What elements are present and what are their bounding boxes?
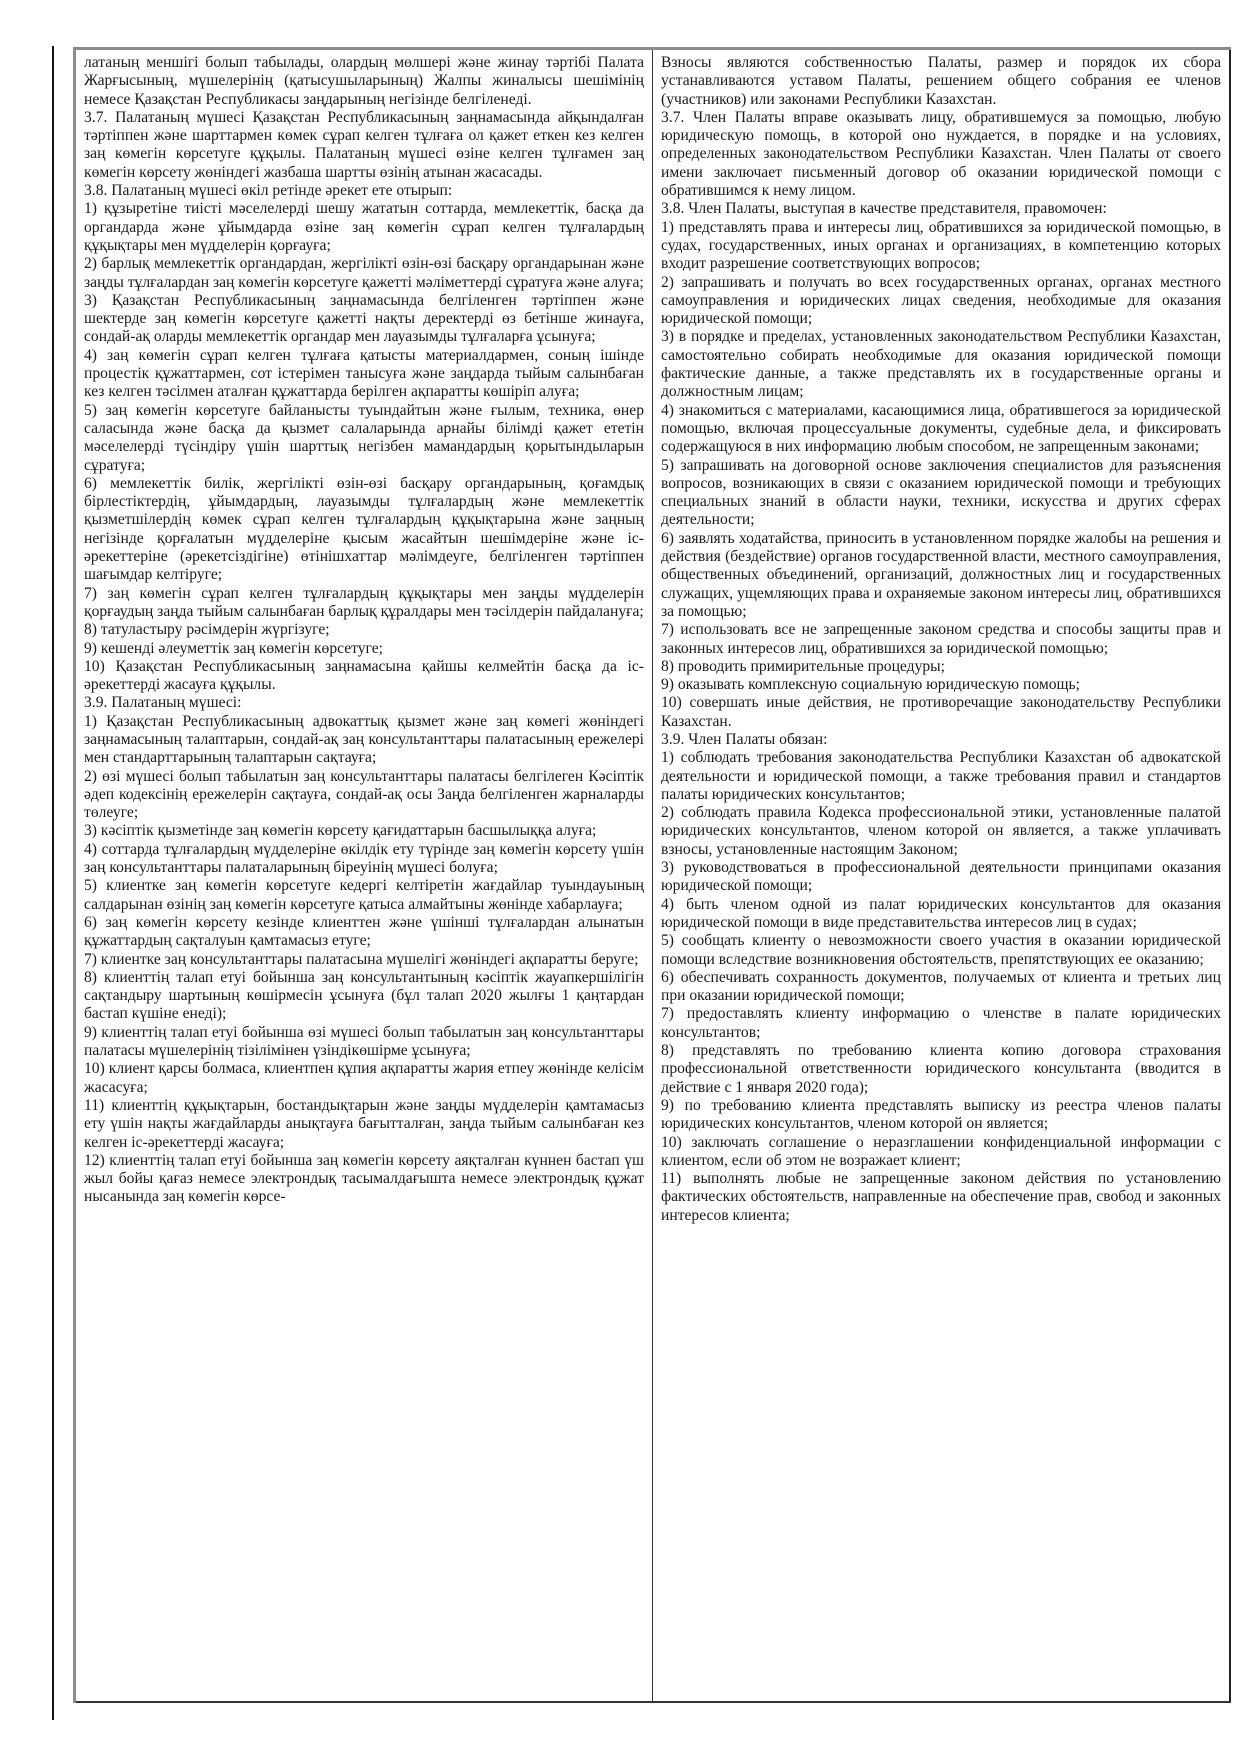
paragraph: 9) кешенді әлеуметтік заң көмегін көрсетуге; — [84, 639, 383, 657]
paragraph: 3) в порядке и пределах, установленных законодательством Республики Казахстан, самостоятельно собирать необходимые для оказания юридической помощи фактические данные, а также представлять их в государственные органы и должностным лицам; — [661, 328, 1221, 401]
paragraph: 6) заң көмегін көрсету кезінде клиенттен және үшінші тұлғалардан алынатын құжаттардың сақталуын қамтамасыз етуге; — [84, 913, 644, 950]
paragraph: 2) өзі мүшесі болып табылатын заң консультанттары палатасы белгілеген Кәсіптік әдеп кодексінің ережелерін сақтауға, сондай-ақ осы Заңда белгіленген жарналарды төлеуге; — [84, 767, 644, 822]
paragraph: 2) соблюдать правила Кодекса профессиональной этики, установленные палатой юридических консультантов, членом которой он является, а также уплачивать взносы, установленные настоящим Законом; — [661, 804, 1221, 858]
paragraph: 3) Қазақстан Республикасының заңнамасында белгіленген тәртіппен және шектерде заң көмегін көрсетуге қажетті нақты деректерді өз бетінше жинауға, сондай-ақ оларды мемлекеттік органдар мен лауазымды тұлғаларға ұсынуға; — [84, 291, 644, 346]
paragraph: 10) Қазақстан Республикасының заңнамасына қайшы келмейтін басқа да іс-әрекеттерді жасауға құқылы. — [84, 657, 644, 694]
paragraph: 10) заключать соглашение о неразглашении конфиденциальной информации с клиентом, если об этом не возражает клиент; — [661, 1133, 1221, 1169]
paragraph: 7) предоставлять клиенту информацию о членстве в палате юридических консультантов; — [661, 1005, 1221, 1041]
paragraph: 4) быть членом одной из палат юридических консультантов для оказания юридической помощи в виде представительства интересов лиц в судах; — [661, 895, 1221, 931]
paragraph: 5) сообщать клиенту о невозможности своего участия в оказании юридической помощи вследствие возникновения обстоятельств, препятствующих ее оказанию; — [661, 932, 1221, 968]
paragraph: 4) заң көмегін сұрап келген тұлғаға қатысты материалдармен, соның ішінде процестік құжаттармен, сот істерімен танысуға және заңдарда тыйым салынбаған кез келген тәсілмен аталған құжаттарда берілген ақпаратты көшіріп алуға; — [84, 346, 644, 401]
paragraph: 8) клиенттің талап етуі бойынша заң консультантының кәсіптік жауапкершілігін сақтандыру шартының көшірмесін ұсынуға (бұл талап 2020 жылғы 1 қаңтардан бастап күшіне енеді); — [84, 968, 644, 1023]
paragraph: 1) құзыретіне тиісті мәселелерді шешу жататын соттарда, мемлекеттік, басқа да органдарда және ұйымдарда өзіне заң көмегін сұрап келген тұлғалардың құқықтары мен мүдделерін қорғауға; — [84, 200, 644, 254]
table-row — [75, 49, 1231, 1703]
kazakh-column — [75, 49, 653, 1703]
paragraph: 3.7. Палатаның мүшесі Қазақстан Республикасының заңнамасында айқындалған тәртіппен және шарттармен көмек сұрап келген тұлғаға ол қажет еткен кез келген заң көмегін көрсетуге құқылы. Палатаның мүшесі өзіне келген тұлғамен заң көмегін көрсету жөніндегі жазбаша шартты өзінің атынан жасасады. — [84, 108, 644, 181]
paragraph: 1) Қазақстан Республикасының адвокаттық қызмет және заң көмегі жөніндегі заңнамасының талаптарын, сондай-ақ заң консультанттары палатасының ережелері мен стандарттарының талаптарын сақтауға; — [84, 712, 644, 767]
paragraph: 11) клиенттің құқықтарын, бостандықтарын және заңды мүдделерін қамтамасыз ету үшін нақты жағдайларды анықтауға бағытталған, заңда тыйым салынбаған кез келген іс-әрекеттерді жасауға; — [84, 1096, 644, 1151]
paragraph: 8) татуластыру рәсімдерін жүргізуге; — [84, 621, 330, 639]
paragraph: 5) заң көмегін көрсетуге байланысты туындайтын және ғылым, техника, өнер саласында және басқа да қызмет салаларында арнайы білімді қажет ететін мәселелерді түсіндіру үшін шарттық негізбен мамандардың қорытындыларын сұратуға; — [84, 401, 644, 474]
paragraph: 3.8. Палатаның мүшесі өкіл ретінде әрекет ете отырып: — [84, 182, 453, 200]
paragraph: 4) соттарда тұлғалардың мүдделеріне өкілдік ету түрінде заң көмегін көрсету үшін заң консультанттары палаталарының біреуінің мүшесі болуға; — [84, 840, 644, 877]
paragraph: 12) клиенттің талап етуі бойынша заң көмегін көрсету аяқталған күннен бастап үш жыл бойы қағаз немесе электрондық тасымалдағышта немесе электрондық құжат нысанында заң көмегін көрсе- — [84, 1151, 644, 1206]
paragraph: 6) обеспечивать сохранность документов, получаемых от клиента и третьих лиц при оказании юридической помощи; — [661, 968, 1221, 1005]
paragraph: 10) клиент қарсы болмаса, клиентпен құпия ақпаратты жария етпеу жөнінде келісім жасасуға; — [84, 1060, 644, 1096]
paragraph: 7) заң көмегін сұрап келген тұлғалардың құқықтары мен заңды мүдделерін қорғаудың заңда тыйым салынбаған барлық құралдары мен тәсілдерін пайдалануға; — [84, 584, 644, 620]
paragraph: 3) кәсіптік қызметінде заң көмегін көрсету қағидаттарын басшылыққа алуға; — [84, 822, 597, 840]
bilingual-text-table — [73, 47, 1231, 1703]
margin-rule — [52, 46, 54, 1720]
paragraph: 6) заявлять ходатайства, приносить в установленном порядке жалобы на решения и действия (бездействие) органов государственной власти, местного самоуправления, общественных объединений, организаций, должностных лиц и государственных служащих, ущемляющих права и охраняемые законом интересы лиц, обратившихся за помощью; — [661, 529, 1221, 620]
paragraph: 7) клиентке заң консультанттары палатасына мүшелігі жөніндегі ақпаратты беруге; — [84, 950, 639, 968]
paragraph: 9) по требованию клиента представлять выписку из реестра членов палаты юридических консультантов, членом которой он является; — [661, 1096, 1221, 1133]
paragraph: 3.7. Член Палаты вправе оказывать лицу, обратившемуся за помощью, любую юридическую помощь, в которой оно нуждается, в порядке и на условиях, определенных законодательством Республики Казахстан. Член Палаты от своего имени заключает письменный договор об оказании юридической помощи с обратившимся к нему лицом. — [661, 108, 1221, 200]
paragraph: латаның меншігі болып табылады, олардың мөлшері және жинау тәртібі Палата Жарғысының, мүшелерінің (қатысушыларының) Жалпы жиналысы шешімінің немесе Қазақстан Республикасы заңдарының негізінде белгіленеді. — [84, 54, 644, 108]
paragraph: 3.8. Член Палаты, выступая в качестве представителя, правомочен: — [661, 200, 1107, 218]
paragraph: 11) выполнять любые не запрещенные законом действия по установлению фактических обстоятельств, направленные на обеспечение прав, свобод и законных интересов клиента; — [661, 1170, 1221, 1224]
paragraph: Взносы являются собственностью Палаты, размер и порядок их сбора устанавливаются уставом Палаты, решением общего собрания ее членов (участников) или законами Республики Казахстан. — [661, 54, 1221, 108]
russian-column — [653, 49, 1231, 1703]
paragraph: 9) оказывать комплексную социальную юридическую помощь; — [661, 676, 1080, 694]
paragraph: 2) барлық мемлекеттік органдардан, жергілікті өзін-өзі басқару органдарынан және заңды тұлғалардан заң көмегін көрсетуге қажетті мәліметтерді сұратуға және алуға; — [84, 255, 644, 291]
paragraph: 10) совершать иные действия, не противоречащие законодательству Республики Казахстан. — [661, 694, 1221, 730]
paragraph: 4) знакомиться с материалами, касающимися лица, обратившегося за юридической помощью, включая процессуальные документы, судебные дела, и фиксировать содержащуюся в них информацию любым способом, не запрещенным законами; — [661, 401, 1221, 456]
paragraph: 1) представлять права и интересы лиц, обратившихся за юридической помощью, в судах, государственных, иных органах и организациях, в компетенцию которых входит разрешение соответствующих вопросов; — [661, 218, 1221, 273]
paragraph: 7) использовать все не запрещенные законом средства и способы защиты прав и законных интересов лиц, обратившихся за юридической помощью; — [661, 621, 1221, 657]
paragraph: 8) представлять по требованию клиента копию договора страхования профессиональной ответственности юридического консультанта (вводится в действие с 1 января 2020 года); — [661, 1042, 1221, 1096]
paragraph: 3) руководствоваться в профессиональной деятельности принципами оказания юридической помощи; — [661, 859, 1221, 895]
paragraph: 6) мемлекеттік билік, жергілікті өзін-өзі басқару органдарының, қоғамдық бірлестіктердің, ұйымдардың, лауазымды тұлғалардың және мемлекеттік қызметшілердің көмек сұрап келген тұлғалардың құқықтарына және заңның негізінде қорғалатын мүдделеріне қысым жасайтын шешімдеріне және іс-әрекеттеріне (әрекетсіздігіне) өтінішхаттар мәлімдеуге, белгіленген тәртіппен шағымдар келтіруге; — [84, 474, 644, 584]
paragraph: 3.9. Палатаның мүшесі: — [84, 694, 242, 712]
paragraph: 8) проводить примирительные процедуры; — [661, 657, 945, 675]
paragraph: 5) запрашивать на договорной основе заключения специалистов для разъяснения вопросов, возникающих в связи с оказанием юридической помощи и требующих специальных знаний в области науки, техники, искусства и других сферах деятельности; — [661, 456, 1221, 529]
paragraph: 5) клиентке заң көмегін көрсетуге кедергі келтіретін жағдайлар туындауының салдарынан өзінің заң көмегін көрсетуге қатыса алмайтыны жөнінде хабарлауға; — [84, 877, 644, 913]
paragraph: 9) клиенттің талап етуі бойынша өзі мүшесі болып табылатын заң консультанттары палатасы мүшелерінің тізілімінен үзіндікөшірме ұсынуға; — [84, 1023, 644, 1060]
paragraph: 1) соблюдать требования законодательства Республики Казахстан об адвокатской деятельности и юридической помощи, а также требования правил и стандартов палаты юридических консультантов; — [661, 749, 1221, 803]
paragraph: 2) запрашивать и получать во всех государственных органах, органах местного самоуправления и юридических лицах сведения, необходимые для оказания юридической помощи; — [661, 273, 1221, 328]
paragraph: 3.9. Член Палаты обязан: — [661, 730, 828, 748]
